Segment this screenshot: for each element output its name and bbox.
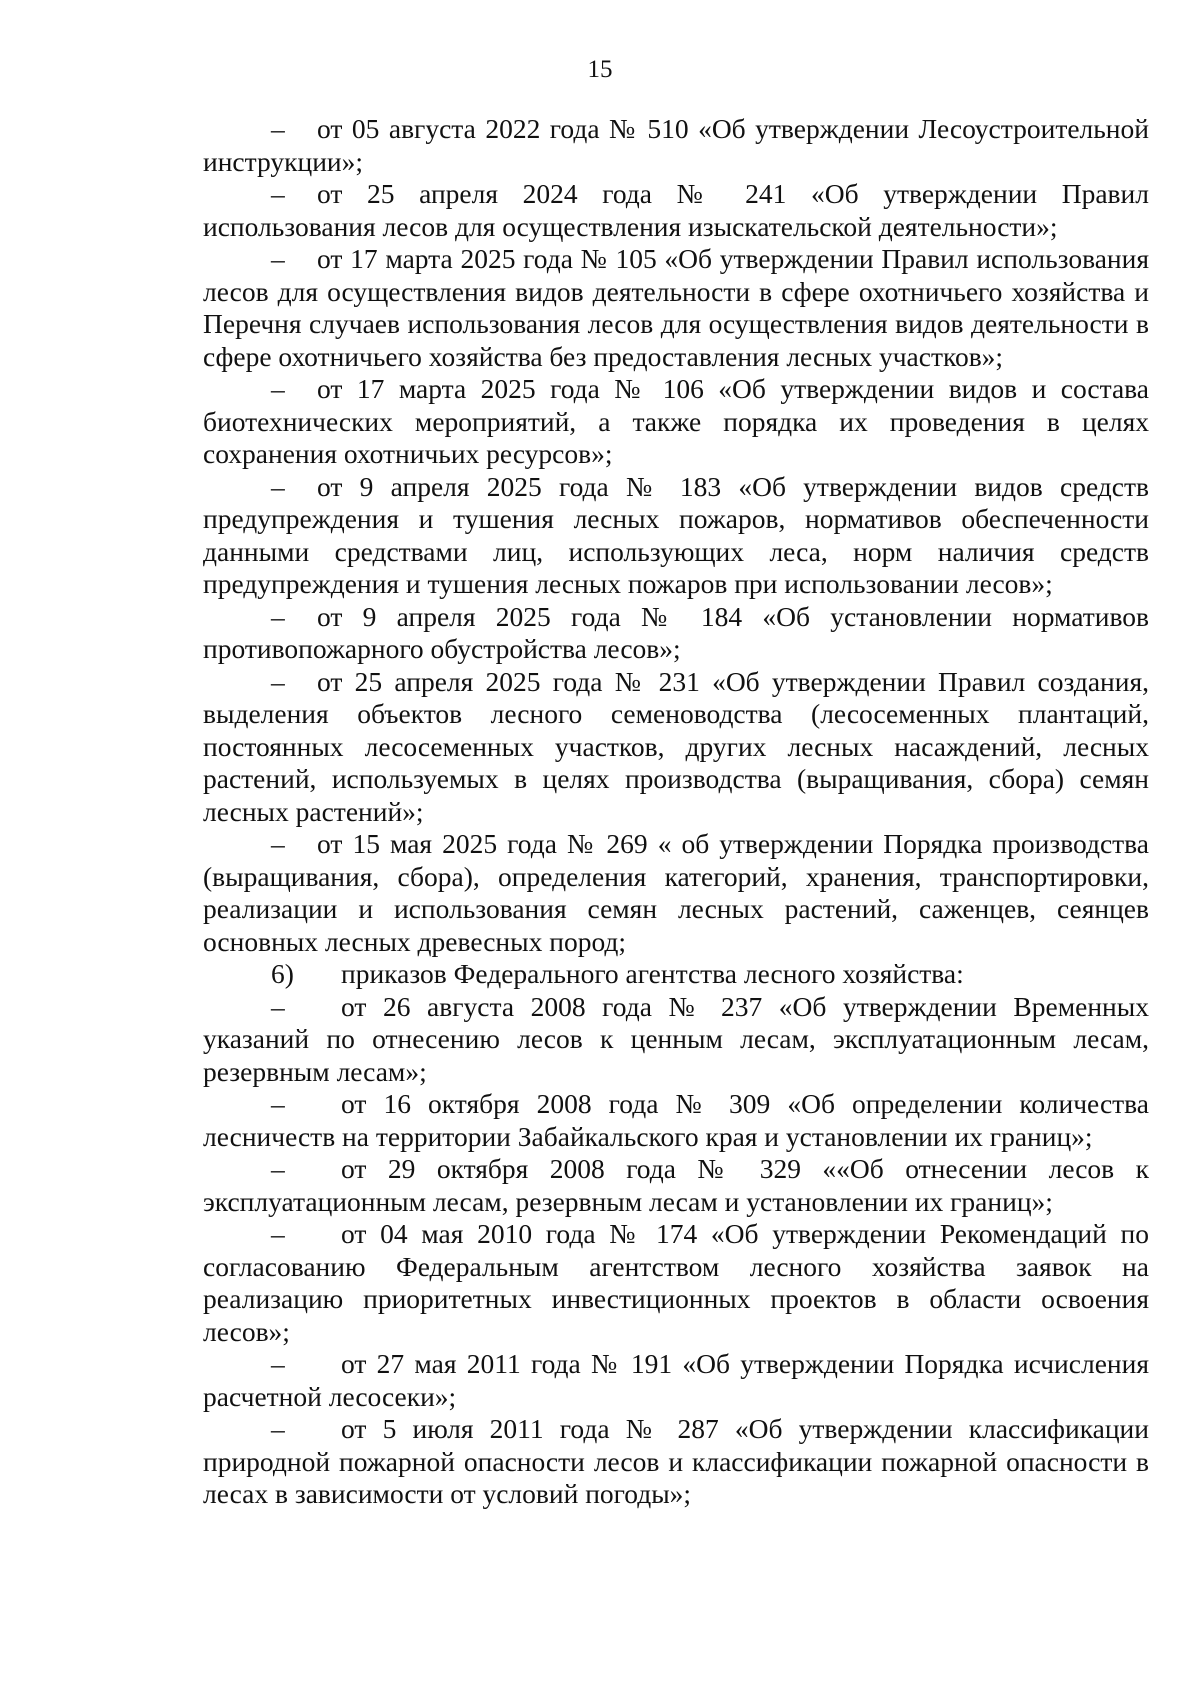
list-dash: – xyxy=(271,113,285,144)
list-item xyxy=(203,1088,1149,1153)
list-item xyxy=(203,373,1149,471)
section-number: 6) xyxy=(271,958,294,989)
list-item xyxy=(203,991,1149,1089)
list-dash: – xyxy=(271,470,285,502)
list-item xyxy=(203,601,1149,666)
section-heading xyxy=(203,958,1149,991)
list-dash: – xyxy=(271,1153,285,1184)
list-item-text: от 9 апреля 2025 года № 183 «Об утверждении видов средств предупреждения и тушения лесных пожаров, нормативов обеспеченности данными средствами лиц, использующих леса, норм наличия средств предупреждения и тушения лесных пожаров при использовании лесов»; xyxy=(203,470,1149,599)
list-item-text: от 9 апреля 2025 года № 184 «Об установлении нормативов противопожарного обустройства лесов»; xyxy=(203,600,1149,664)
list-item-text: от 25 апреля 2025 года № 231 «Об утверждении Правил создания, выделения объектов лесного семеноводства (лесосеменных плантаций, постоянных лесосеменных участков, других лесных насаждений, лесных растений, используемых в целях производства (выращивания, сбора) семян лесных растений»; xyxy=(203,665,1149,827)
list-item-text: от 26 августа 2008 года № 237 «Об утверждении Временных указаний по отнесению лесов к ценным лесам, эксплуатационным лесам, резервным лесам»; xyxy=(203,990,1149,1087)
list-dash: – xyxy=(271,178,285,209)
list-item xyxy=(203,113,1149,178)
page-number: 15 xyxy=(587,56,613,83)
list-item xyxy=(203,471,1149,601)
list-item-text: от 15 мая 2025 года № 269 « об утверждении Порядка производства (выращивания, сбора), определения категорий, хранения, транспортировки, реализации и использования семян лесных растений, саженцев, сеянцев основных лесных древесных пород; xyxy=(203,828,1149,957)
list-dash: – xyxy=(271,1348,285,1379)
list-dash: – xyxy=(271,373,285,404)
document-body xyxy=(203,113,1149,1511)
list-item xyxy=(203,1348,1149,1413)
list-dash: – xyxy=(271,1413,285,1444)
section-heading-text: приказов Федерального агентства лесного хозяйства: xyxy=(341,958,964,989)
list-item xyxy=(203,1153,1149,1218)
list-item xyxy=(203,666,1149,829)
list-item-text: от 25 апреля 2024 года № 241 «Об утверждении Правил использования лесов для осуществления изыскательской деятельности»; xyxy=(203,178,1149,242)
list-item-text: от 05 августа 2022 года № 510 «Об утверждении Лесоустроительной инструкции»; xyxy=(203,113,1149,177)
list-dash: – xyxy=(271,600,285,632)
list-dash: – xyxy=(271,990,285,1022)
list-item-text: от 17 марта 2025 года № 106 «Об утверждении видов и состава биотехнических мероприятий, а также порядка их проведения в целях сохранения охотничьих ресурсов»; xyxy=(203,373,1149,469)
list-item-text: от 04 мая 2010 года № 174 «Об утверждении Рекомендаций по согласованию Федеральным агентством лесного хозяйства заявок на реализацию приоритетных инвестиционных проектов в области освоения лесов»; xyxy=(203,1218,1149,1347)
list-item-text: от 16 октября 2008 года № 309 «Об определении количества лесничеств на территории Забайкальского края и установлении их границ»; xyxy=(203,1088,1149,1152)
list-dash: – xyxy=(271,1218,285,1249)
list-item-text: от 29 октября 2008 года № 329 ««Об отнесении лесов к эксплуатационным лесам, резервным лесам и установлении их границ»; xyxy=(203,1153,1149,1217)
list-item-text: от 27 мая 2011 года № 191 «Об утверждении Порядка исчисления расчетной лесосеки»; xyxy=(203,1348,1149,1412)
list-dash: – xyxy=(271,1088,285,1119)
list-dash: – xyxy=(271,665,285,697)
list-item xyxy=(203,828,1149,958)
list-item xyxy=(203,243,1149,373)
list-item xyxy=(203,1413,1149,1511)
list-dash: – xyxy=(271,828,285,859)
list-item-text: от 5 июля 2011 года № 287 «Об утверждении классификации природной пожарной опасности лесов и классификации пожарной опасности в лесах в зависимости от условий погоды»; xyxy=(203,1413,1149,1509)
list-item-text: от 17 марта 2025 года № 105 «Об утверждении Правил использования лесов для осуществления видов деятельности в сфере охотничьего хозяйства и Перечня случаев использования лесов для осуществления видов деятельности в сфере охотничьего хозяйства без предоставления лесных участков»; xyxy=(203,243,1149,372)
list-dash: – xyxy=(271,243,285,274)
list-item xyxy=(203,178,1149,243)
list-item xyxy=(203,1218,1149,1348)
